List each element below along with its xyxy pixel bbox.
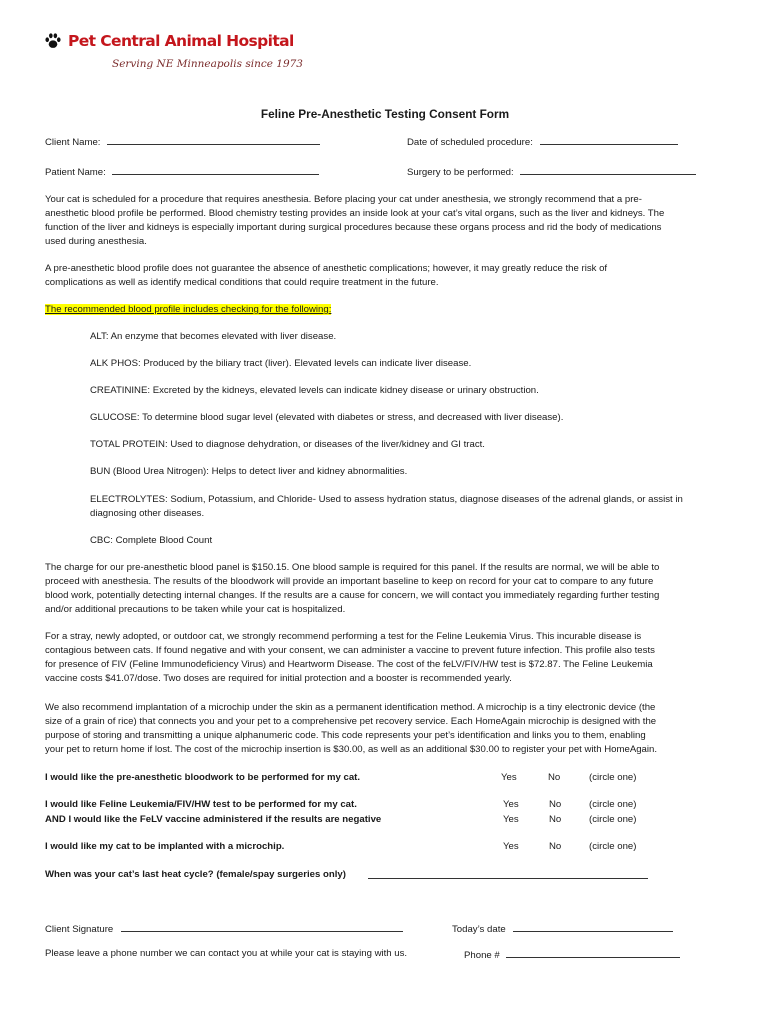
circle-one-note: (circle one) [589,841,637,852]
text-line: proceed with anesthesia. The results of the bloodwork will provide an important baseline to keep on record for your cat to compare to any future [45,576,654,587]
bloodwork-no-option[interactable]: No [548,772,561,783]
microchip-yes-option[interactable]: Yes [503,841,519,852]
circle-one-note: (circle one) [589,799,637,810]
bloodwork-question: I would like the pre-anesthetic bloodwork to be performed for my cat. [45,772,361,783]
date-field[interactable] [540,134,678,145]
text-line: your pet to return home if lost. The cost of the microchip insertion is $30.00, as well as an additional $30.00 to register your pet with HomeAgain. [45,744,658,755]
text-line: We also recommend implantation of a microchip under the skin as a permanent identification method. A microchip is a tiny electronic device (the [45,702,656,713]
date-label: Date of scheduled procedure: [407,137,533,148]
date-row [407,134,678,150]
profile-item-total-protein: TOTAL PROTEIN: Used to diagnose dehydration, or diseases of the liver/kidney and GI tract. [90,439,485,450]
phone-row [464,947,680,963]
microchip-paragraph [45,701,728,757]
felv-vaccine-question: AND I would like the FeLV vaccine administered if the results are negative [45,814,382,825]
felv-test-question: I would like Feline Leukemia/FIV/HW test to be performed for my cat. [45,799,357,810]
patient-name-row [45,164,319,180]
text-line: size of a grain of rice) that connects you and your pet to a comprehensive pet recovery service. Each HomeAgain microchip is designed with the [45,716,657,727]
text-line: complications as well as identify medical conditions that could require treatment in the future. [45,277,439,288]
felv-test-yes-option[interactable]: Yes [503,799,519,810]
text-line: Your cat is scheduled for a procedure that requires anesthesia. Before placing your cat under anesthesia, we strongly recommend that a pre- [45,194,642,205]
client-signature-field[interactable] [121,921,403,932]
todays-date-row [452,921,673,937]
hospital-name: Pet Central Animal Hospital [68,32,294,50]
todays-date-field[interactable] [513,921,673,932]
text-line: ELECTROLYTES: Sodium, Potassium, and Chloride- Used to assess hydration status, diagnose diseases of the adrenal glands, or assist in [90,494,683,505]
text-line: contagious between cats. If found negative and with your consent, we can administer a vaccine to prevent future infection. This profile also tests [45,645,655,656]
client-name-row [45,134,320,150]
charges-paragraph [45,561,728,617]
felv-test-no-option[interactable]: No [549,799,562,810]
text-line: diagnosing other diseases. [90,508,205,519]
surgery-field[interactable] [520,164,696,175]
text-line: and/or additional precautions to be taken while your cat is hospitalized. [45,604,346,615]
profile-item-alk-phos: ALK PHOS: Produced by the biliary tract (liver). Elevated levels can indicate liver disease. [90,358,472,369]
profile-item-alt: ALT: An enzyme that becomes elevated with liver disease. [90,331,337,342]
highlighted-heading: The recommended blood profile includes checking for the following: [45,304,332,315]
paw-icon [44,32,62,50]
client-signature-label: Client Signature [45,924,114,935]
text-line: anesthetic blood profile be performed. Blood chemistry testing provides an inside look at your cat’s vital organs, such as the liver and kidneys. The [45,208,665,219]
profile-item-electrolytes [90,493,730,521]
text-line: The charge for our pre-anesthetic blood panel is $150.15. One blood sample is required for this panel. If the results are normal, we will be able to [45,562,660,573]
microchip-question: I would like my cat to be implanted with a microchip. [45,841,285,852]
phone-field[interactable] [506,947,680,958]
intro-paragraph-1 [45,193,728,249]
circle-one-note: (circle one) [589,772,637,783]
heat-cycle-question: When was your cat’s last heat cycle? (female/spay surgeries only) [45,869,346,880]
felv-paragraph [45,630,728,686]
profile-item-creatinine: CREATININE: Excreted by the kidneys, elevated levels can indicate kidney disease or urinary obstruction. [90,385,539,396]
hospital-tagline: Serving NE Minneapolis since 1973 [112,58,303,70]
patient-name-label: Patient Name: [45,167,106,178]
text-line: blood work, potentially detecting internal changes. If the results are a cause for concern, we will contact you immediately regarding further testing [45,590,660,601]
text-line: for presence of FIV (Feline Immunodeficiency Virus) and Heartworm Disease. The cost of the feLV/FIV/HW test is $72.87. The Feline Leukemia [45,659,653,670]
todays-date-label: Today’s date [452,924,506,935]
phone-note: Please leave a phone number we can contact you at while your cat is staying with us. [45,948,408,959]
microchip-no-option[interactable]: No [549,841,562,852]
patient-name-field[interactable] [112,164,319,175]
felv-vaccine-yes-option[interactable]: Yes [503,814,519,825]
surgery-label: Surgery to be performed: [407,167,514,178]
text-line: used during anesthesia. [45,236,147,247]
client-name-label: Client Name: [45,137,101,148]
text-line: vaccine costs $41.07/dose. Two doses are required for initial protection and a booster is recommended yearly. [45,673,512,684]
profile-item-bun: BUN (Blood Urea Nitrogen): Helps to detect liver and kidney abnormalities. [90,466,408,477]
heat-cycle-field[interactable] [368,868,648,879]
blood-profile-heading [45,303,331,317]
circle-one-note: (circle one) [589,814,637,825]
text-line: A pre-anesthetic blood profile does not guarantee the absence of anesthetic complications; however, it may greatly reduce the risk of [45,263,608,274]
hospital-logo [44,32,294,50]
text-line: function of the liver and kidneys is especially important during surgical procedures because these organs process and rid the body of medications [45,222,662,233]
client-signature-row [45,921,403,937]
profile-item-cbc: CBC: Complete Blood Count [90,535,213,546]
bloodwork-yes-option[interactable]: Yes [501,772,517,783]
profile-item-glucose: GLUCOSE: To determine blood sugar level (elevated with diabetes or stress, and decreased with liver disease). [90,412,564,423]
client-name-field[interactable] [107,134,320,145]
surgery-row [407,164,696,180]
phone-label: Phone # [464,950,500,961]
intro-paragraph-2 [45,262,728,290]
text-line: For a stray, newly adopted, or outdoor cat, we strongly recommend performing a test for the Feline Leukemia Virus. This incurable disease is [45,631,642,642]
felv-vaccine-no-option[interactable]: No [549,814,562,825]
form-title: Feline Pre-Anesthetic Testing Consent Form [260,107,510,121]
text-line: purpose of storing and transmitting a unique alphanumeric code. This code represents your pet’s identification and links you to them, enabling [45,730,646,741]
